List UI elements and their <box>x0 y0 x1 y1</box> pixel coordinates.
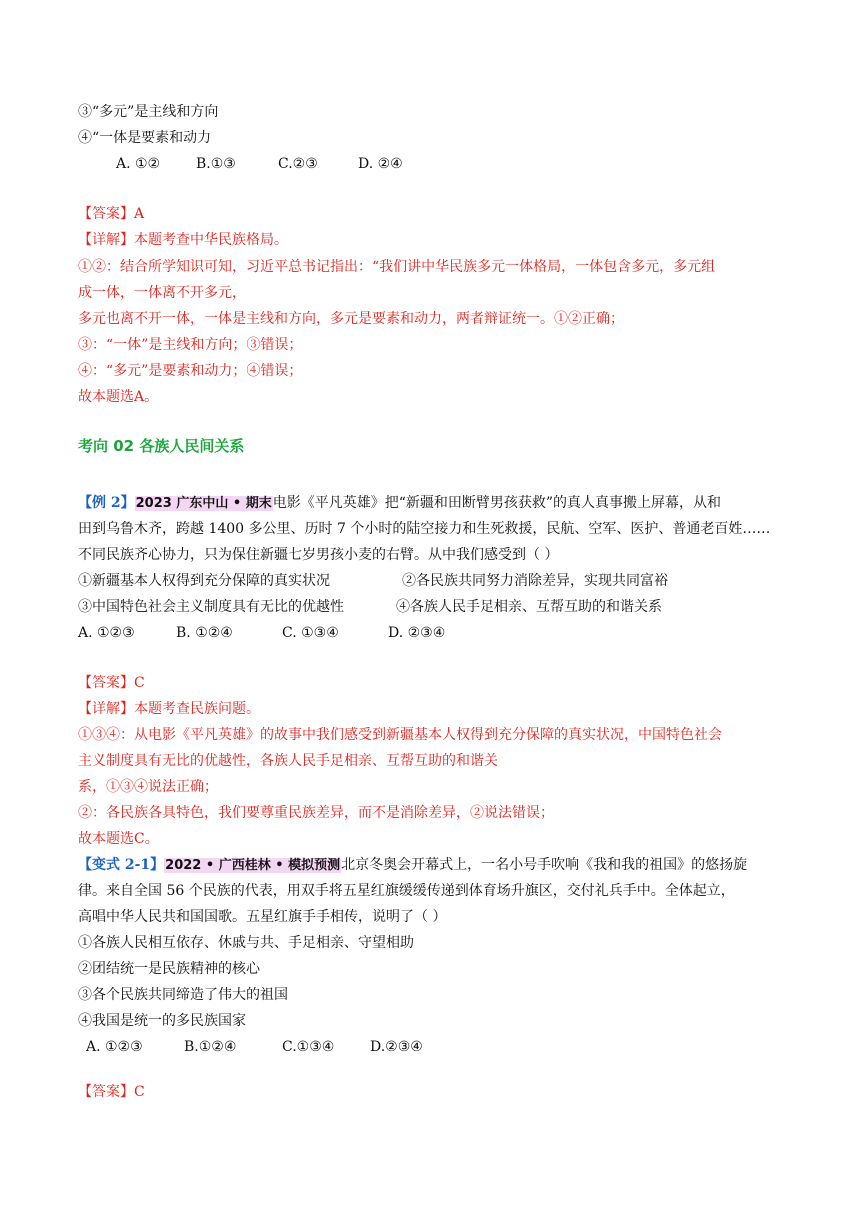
var21-option-3: ③各个民族共同缔造了伟大的祖国 <box>78 987 288 1003</box>
q1-option-3: ③“多元”是主线和方向 <box>78 104 219 120</box>
var21-option-1: ①各族人民相互依存、休戚与共、手足相亲、守望相助 <box>78 935 414 951</box>
ex2-option-1: ①新疆基本人权得到充分保障的真实状况 <box>78 573 330 589</box>
ex2-line-1 <box>78 493 721 514</box>
answer-label: 【答案】 <box>78 1084 134 1100</box>
var21-option-2: ②团结统一是民族精神的核心 <box>78 961 260 977</box>
detail-label: 【详解】 <box>78 701 134 717</box>
q1-explanation-1: ①②：结合所学知识可知，习近平总书记指出：“我们讲中华民族多元一体格局，一体包含多元，多元组 <box>78 259 716 275</box>
choice-c: C.①③④ <box>282 1039 335 1055</box>
answer-value: C <box>134 675 145 691</box>
ex2-option-row-1 <box>78 571 668 591</box>
ex2-answer-line <box>78 673 145 693</box>
var21-source: 2022 • 广西桂林 • 模拟预测 <box>165 858 341 873</box>
choice-a: A. ①② <box>116 156 161 172</box>
detail-text: 本题考查民族问题。 <box>134 701 260 717</box>
q1-detail-line <box>78 230 288 250</box>
section-heading: 考向 02 各族人民间关系 <box>78 437 245 455</box>
q1-explanation-2: 成一体，一体离不开多元， <box>78 285 246 301</box>
q1-choices <box>116 154 403 174</box>
ex2-explanation-3: 系，①③④说法正确； <box>78 779 218 795</box>
choice-a: A. ①②③ <box>86 1039 143 1055</box>
choice-b: B.①③ <box>196 156 236 172</box>
var21-stem-3: 高唱中华人民共和国国歌。五星红旗手手相传，说明了（ ） <box>78 909 447 925</box>
q1-explanation-6: 故本题选A。 <box>78 389 159 405</box>
var21-choices <box>86 1037 423 1057</box>
choice-b: B.①②④ <box>184 1039 237 1055</box>
choice-d: D. ②④ <box>358 156 403 172</box>
ex2-tag: 【例 2】 <box>78 495 135 511</box>
ex2-explanation-2: 主义制度具有无比的优越性，各族人民手足相亲、互帮互助的和谐关 <box>78 753 498 769</box>
answer-label: 【答案】 <box>78 206 134 222</box>
answer-value: C <box>134 1084 145 1100</box>
q1-explanation-5: ④：“多元”是要素和动力；④错误； <box>78 363 303 379</box>
q1-explanation-3: 多元也离不开一体，一体是主线和方向，多元是要素和动力，两者辩证统一。①②正确； <box>78 311 624 327</box>
var21-option-4: ④我国是统一的多民族国家 <box>78 1013 246 1029</box>
q1-option-4: ④“一体是要素和动力 <box>78 130 212 146</box>
answer-value: A <box>134 206 145 222</box>
ex2-choices <box>78 623 445 643</box>
ex2-option-4: ④各族人民手足相亲、互帮互助的和谐关系 <box>396 599 662 615</box>
ex2-stem-3: 不同民族齐心协力，只为保住新疆七岁男孩小麦的右臂。从中我们感受到（ ） <box>78 547 559 563</box>
var21-stem-1: 北京冬奥会开幕式上，一名小号手吹响《我和我的祖国》的悠扬旋 <box>341 857 748 873</box>
detail-label: 【详解】 <box>78 232 134 248</box>
var21-stem-2: 律。来自全国 56 个民族的代表，用双手将五星红旗缓缓传递到体育场升旗区，交付礼兵手中。全体起立， <box>78 883 735 899</box>
var21-line-1 <box>78 855 747 876</box>
choice-a: A. ①②③ <box>78 625 135 641</box>
choice-d: D.②③④ <box>370 1039 423 1055</box>
choice-c: C.②③ <box>278 156 318 172</box>
detail-text: 本题考查中华民族格局。 <box>134 232 288 248</box>
choice-c: C. ①③④ <box>282 625 339 641</box>
ex2-explanation-5: 故本题选C。 <box>78 831 159 847</box>
ex2-option-2: ②各民族共同努力消除差异，实现共同富裕 <box>402 573 668 589</box>
var21-answer-line <box>78 1082 145 1102</box>
ex2-option-3: ③中国特色社会主义制度具有无比的优越性 <box>78 599 344 615</box>
ex2-explanation-4: ②：各民族各具特色，我们要尊重民族差异，而不是消除差异，②说法错误； <box>78 805 554 821</box>
ex2-detail-line <box>78 699 260 719</box>
var21-tag: 【变式 2-1】 <box>78 857 165 873</box>
choice-b: B. ①②④ <box>176 625 233 641</box>
choice-d: D. ②③④ <box>388 625 446 641</box>
q1-explanation-4: ③：“一体”是主线和方向；③错误； <box>78 337 303 353</box>
ex2-stem-1: 电影《平凡英雄》把“新疆和田断臂男孩获救”的真人真事搬上屏幕，从和 <box>272 495 722 511</box>
ex2-explanation-1: ①③④：从电影《平凡英雄》的故事中我们感受到新疆基本人权得到充分保障的真实状况，中国特色社会 <box>78 727 722 743</box>
ex2-stem-2: 田到乌鲁木齐，跨越 1400 多公里、历时 7 个小时的陆空接力和生死救援，民航、空军、医护、普通老百姓…… <box>78 521 771 537</box>
ex2-option-row-2 <box>78 597 662 617</box>
ex2-source: 2023 广东中山 • 期末 <box>135 496 272 511</box>
q1-answer-line <box>78 204 144 224</box>
answer-label: 【答案】 <box>78 675 134 691</box>
